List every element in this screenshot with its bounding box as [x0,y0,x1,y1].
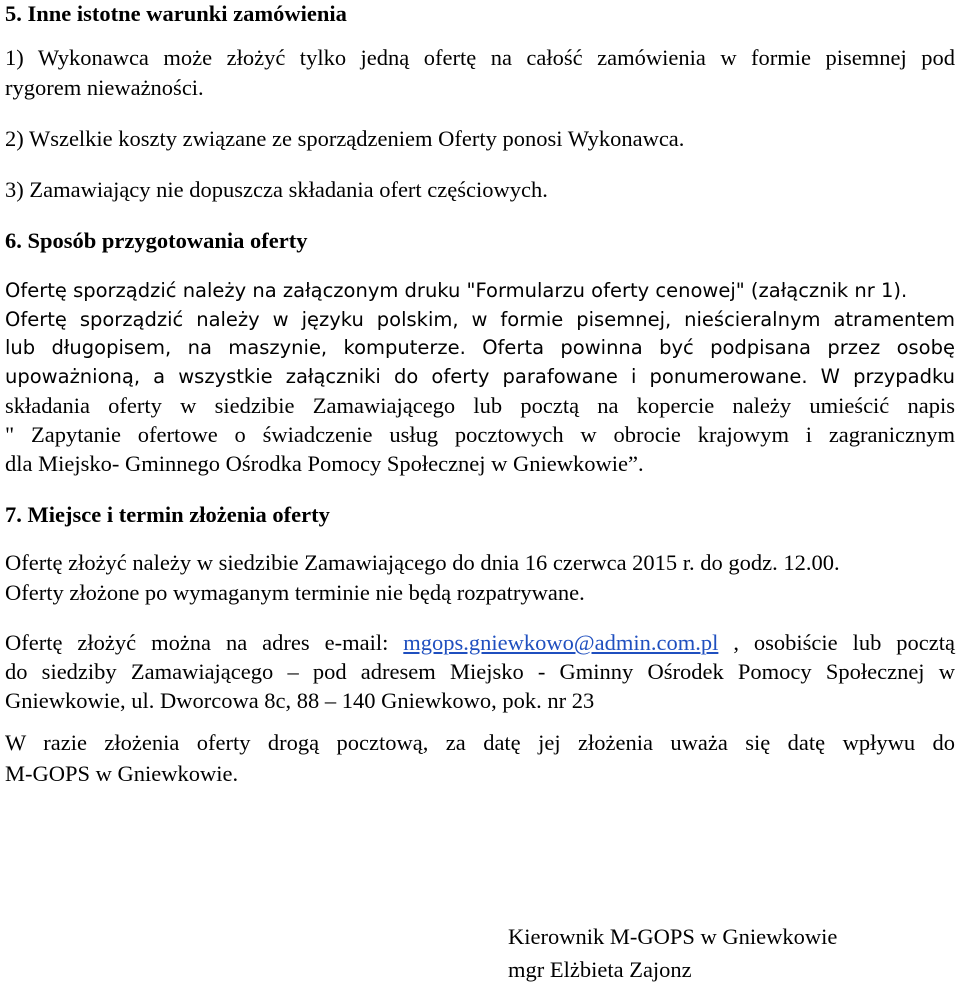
section-6-line-3: lub długopisem, na maszynie, komputerze. Oferta powinna być podpisana przez osobę [5,336,955,359]
section-5-item-1-line-1: 1) Wykonawca może złożyć tylko jedną ofertę na całość zamówienia w formie pisemnej pod [5,45,955,70]
postal-line-2: M-GOPS w Gniewkowie. [5,761,239,786]
email-link[interactable]: mgops.gniewkowo@admin.com.pl [403,630,719,655]
section-6-line-1: Ofertę sporządzić należy na załączonym druku "Formularzu oferty cenowej" (załącznik nr 1). [5,279,908,302]
postal-line-1: W razie złożenia oferty drogą pocztową, za datę jej złożenia uważa się datę wpływu do [5,730,955,755]
section-5-item-2: 2) Wszelkie koszty związane ze sporządzeniem Oferty ponosi Wykonawca. [5,126,685,151]
email-suffix: , osobiście lub pocztą [733,630,956,655]
section-6-line-4: upoważnioną, a wszystkie załączniki do oferty parafowane i ponumerowane. W przypadku [5,365,955,388]
signature-name: mgr Elżbieta Zajonz [508,957,692,982]
address-line-3: Gniewkowie, ul. Dworcowa 8c, 88 – 140 Gniewkowo, pok. nr 23 [5,688,595,713]
section-5-item-3: 3) Zamawiający nie dopuszcza składania ofert częściowych. [5,177,548,202]
section-6-line-2: Ofertę sporządzić należy w języku polskim, w formie pisemnej, nieścieralnym atramentem [5,308,955,331]
section-6-heading: 6. Sposób przygotowania oferty [5,228,308,253]
section-6-line-7: dla Miejsko- Gminnego Ośrodka Pomocy Społecznej w Gniewkowie”. [5,451,644,476]
email-prefix: Ofertę złożyć można na adres e-mail: [5,630,404,655]
section-6-line-6: " Zapytanie ofertowe o świadczenie usług pocztowych w obrocie krajowym i zagranicznym [5,422,955,447]
section-5-item-1-line-2: rygorem nieważności. [5,75,204,100]
email-line [5,629,955,657]
section-6-line-5: składania oferty w siedzibie Zamawiającego lub pocztą na kopercie należy umieścić napis [5,393,955,418]
section-5-heading: 5. Inne istotne warunki zamówienia [5,1,347,26]
signature-title: Kierownik M-GOPS w Gniewkowie [508,924,838,949]
deadline-line-2: Oferty złożone po wymaganym terminie nie będą rozpatrywane. [5,580,585,605]
address-line-2: do siedziby Zamawiającego – pod adresem Miejsko - Gminny Ośrodek Pomocy Społecznej w [5,659,955,684]
section-7-heading: 7. Miejsce i termin złożenia oferty [5,502,330,527]
deadline-line-1: Ofertę złożyć należy w siedzibie Zamawiającego do dnia 16 czerwca 2015 r. do godz. 12.00. [5,550,840,575]
